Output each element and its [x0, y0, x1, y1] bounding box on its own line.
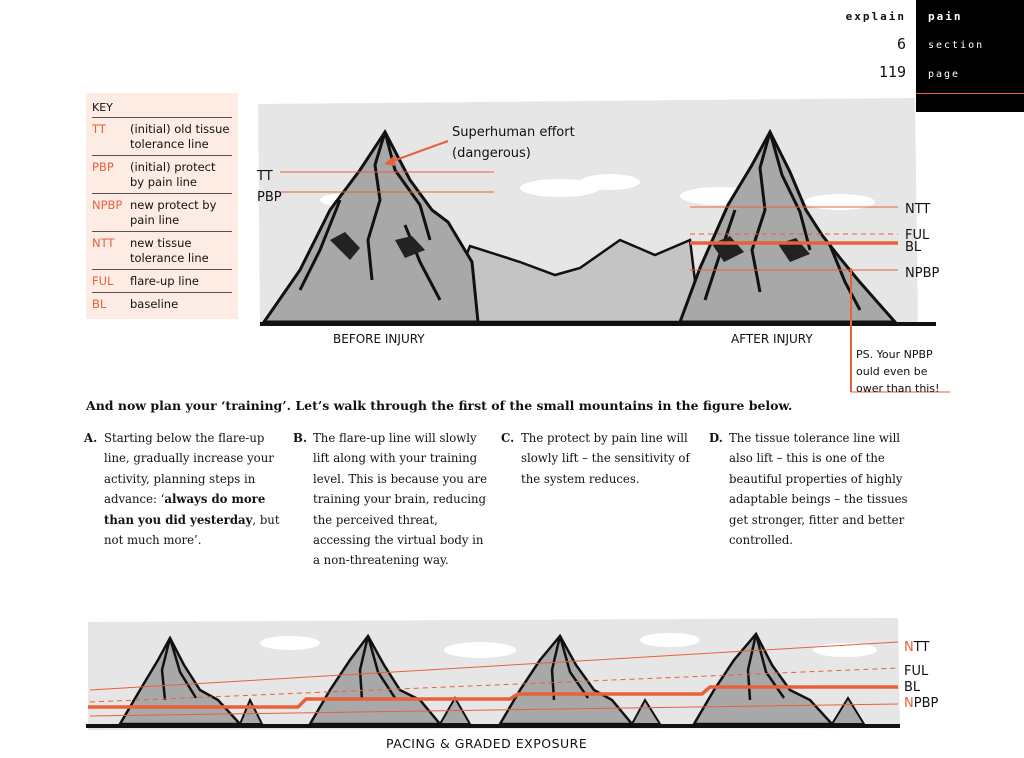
- key-abbr: TT: [92, 122, 106, 136]
- before-injury-label: BEFORE INJURY: [333, 332, 425, 346]
- step-text: The tissue tolerance line will also lift – this is one of the beautiful properties of highly adaptable beings – the tissues get stronger, fitter and better controlled.: [729, 431, 908, 548]
- key-desc: (initial) old tissue tolerance line: [130, 122, 230, 151]
- ps-note-line: PS. Your NPBP: [856, 348, 933, 361]
- pacing-npbp-label: NPBP: [904, 696, 939, 711]
- key-desc: flare-up line: [130, 274, 199, 288]
- npbp-label: NPBP: [905, 266, 940, 281]
- step-text: Starting below the flare-up line, gradually increase your activity, planning steps in advance: ‘: [104, 431, 274, 507]
- key-abbr: BL: [92, 297, 107, 311]
- key-abbr: NTT: [92, 236, 115, 250]
- key-desc: baseline: [130, 297, 179, 311]
- page-number: 119: [878, 63, 906, 81]
- key-abbr: PBP: [92, 160, 114, 174]
- ful-label: FUL: [905, 228, 930, 243]
- ground-line: [260, 322, 936, 326]
- annotation-line-2: (dangerous): [452, 146, 531, 161]
- header-tab-title: pain: [928, 10, 963, 23]
- step-d: [709, 428, 909, 550]
- after-injury-label: AFTER INJURY: [731, 332, 813, 346]
- step-b: [293, 428, 493, 571]
- step-letter: D.: [709, 431, 723, 445]
- section-number: 6: [896, 35, 906, 53]
- tt-label: TT: [257, 169, 273, 184]
- ps-note-line: ower than this!: [856, 382, 940, 395]
- pacing-bl-label: BL: [904, 680, 921, 695]
- key-desc: new protect by pain line: [130, 198, 217, 227]
- pacing-ntt-label: NTT: [904, 640, 930, 655]
- intro-text: And now plan your ‘training’. Let’s walk through the first of the small mountains in the figure below.: [86, 398, 793, 413]
- step-text: , but not much more’.: [104, 512, 280, 548]
- ntt-label: NTT: [905, 202, 931, 217]
- step-c: [501, 428, 701, 489]
- step-text-bold: always do more than you did yesterday: [104, 492, 266, 527]
- step-letter: C.: [501, 431, 515, 445]
- bl-label: BL: [905, 240, 922, 255]
- pacing-ground-line: [86, 724, 900, 728]
- section-label: explain: [845, 10, 906, 23]
- key-abbr: NPBP: [92, 198, 123, 212]
- key-desc: (initial) protect by pain line: [130, 160, 216, 189]
- step-text: The flare-up line will slowly lift along with your training level. This is because you are training your brain, reducing the perceived threat, accessing the virtual body in a non-threatening way.: [313, 431, 487, 568]
- header-tab-page: page: [928, 69, 961, 80]
- step-letter: B.: [293, 431, 307, 445]
- pacing-title: PACING & GRADED EXPOSURE: [386, 736, 588, 751]
- key-abbr: FUL: [92, 274, 114, 288]
- key-desc: new tissue tolerance line: [130, 236, 209, 265]
- pbp-label: PBP: [257, 190, 282, 205]
- header-tab-section: section: [928, 40, 985, 51]
- ps-note: [856, 346, 940, 397]
- step-text: The protect by pain line will slowly lift – the sensitivity of the system reduces.: [521, 431, 690, 486]
- annotation-line-1: Superhuman effort: [452, 125, 575, 140]
- step-a: [84, 428, 284, 550]
- step-letter: A.: [84, 431, 98, 445]
- ps-note-line: ould even be: [856, 365, 928, 378]
- pacing-ful-label: FUL: [904, 664, 929, 679]
- key-title: KEY: [92, 97, 232, 118]
